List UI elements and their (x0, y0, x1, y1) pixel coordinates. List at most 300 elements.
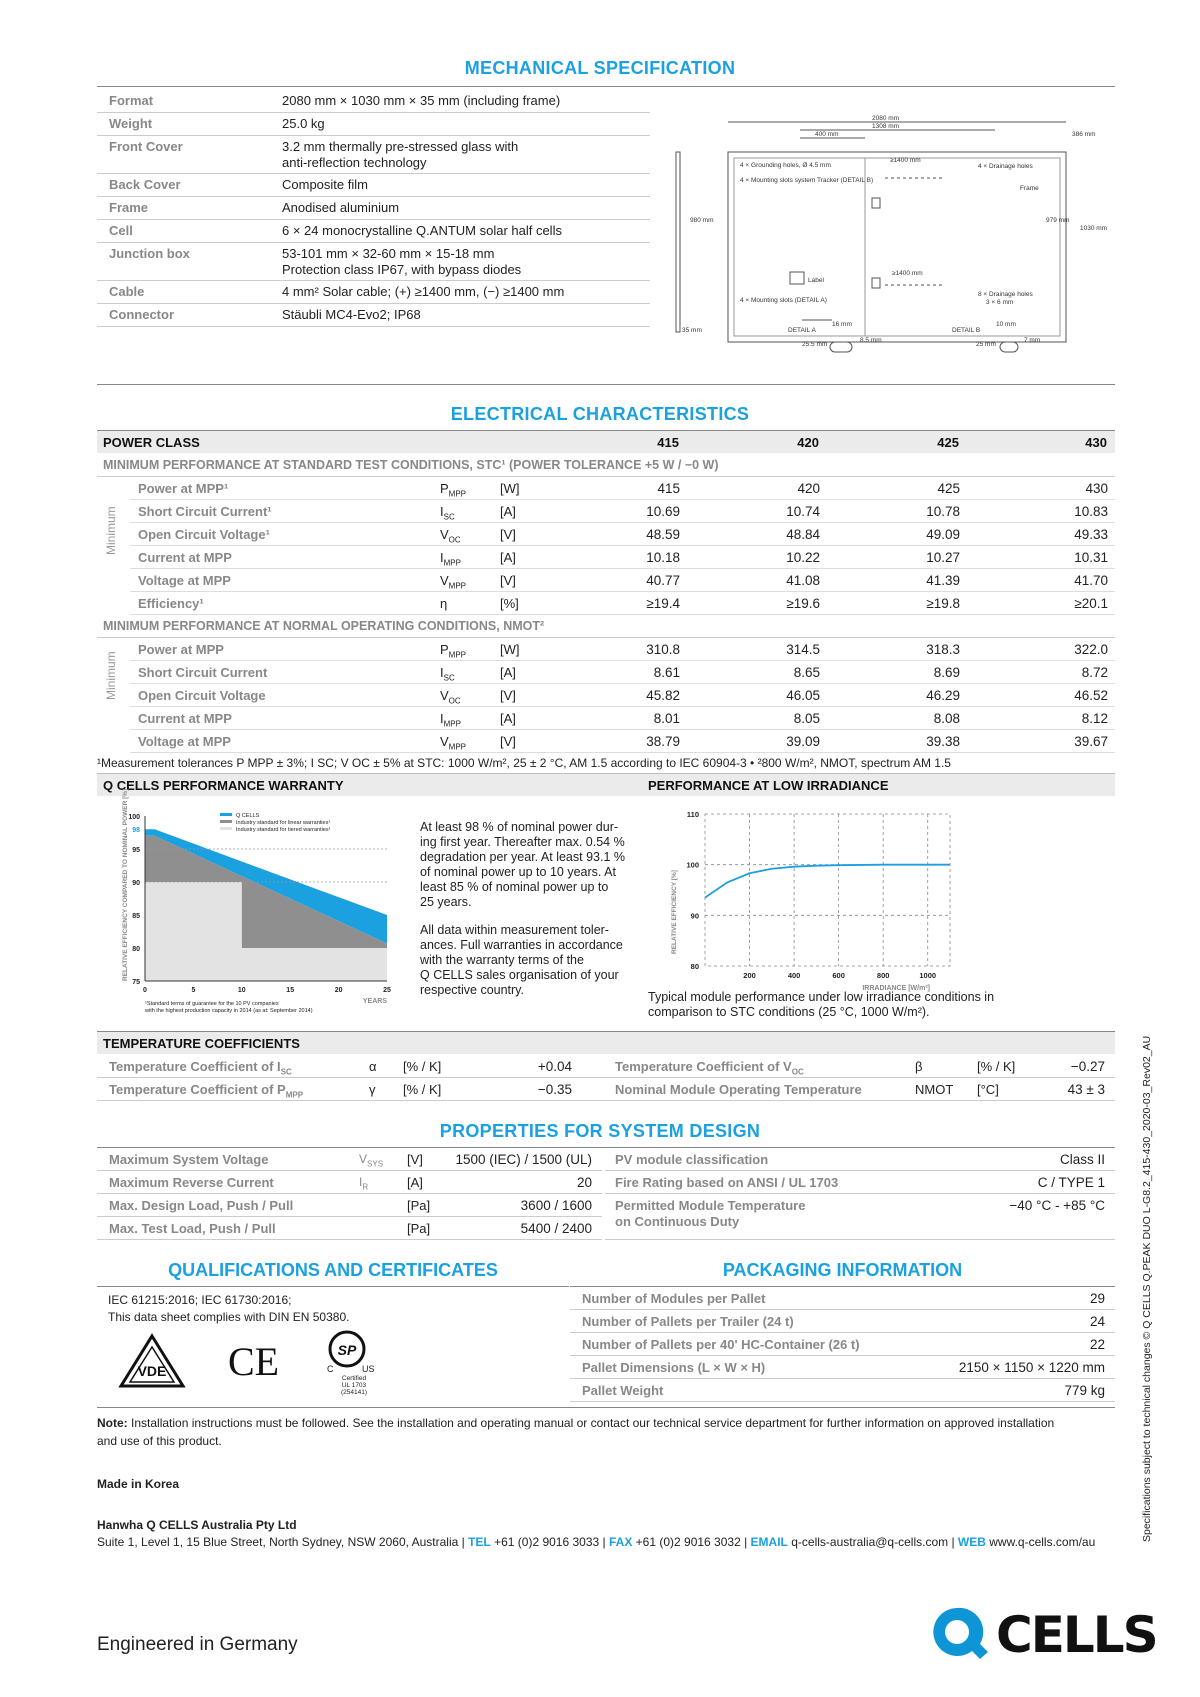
power-class-label: POWER CLASS (103, 435, 200, 450)
system-value: 5400 / 2400 (520, 1221, 592, 1236)
y-tick: 100 (128, 814, 140, 821)
packaging-value: 29 (1089, 1291, 1105, 1306)
electrical-value: 46.52 (1074, 688, 1108, 703)
electrical-symbol (440, 527, 461, 545)
temperature-header (97, 1032, 1115, 1054)
csa-number: (254141) (340, 1389, 368, 1396)
dim-1030: 1030 mm (1080, 225, 1108, 232)
x-tick: 0 (143, 987, 147, 994)
electrical-row (130, 661, 1115, 684)
electrical-symbol (440, 573, 466, 591)
temperature-value: 43 ± 3 (1067, 1082, 1105, 1097)
mechanical-row (97, 113, 650, 136)
svg-text:CELLS: CELLS (996, 1606, 1157, 1664)
x-tick: 10 (237, 987, 246, 994)
electrical-unit: [V] (500, 573, 516, 588)
electrical-value: 10.18 (646, 550, 680, 565)
symbol-sub: MPP (448, 650, 467, 660)
electrical-unit: [V] (500, 688, 516, 703)
y-axis-label: RELATIVE EFFICIENCY COMPARED TO NOMINAL POWER [%] (122, 788, 129, 981)
symbol-sub: MPP (443, 558, 461, 568)
system-value: 3600 / 1600 (520, 1198, 592, 1213)
electrical-value: 46.29 (926, 688, 960, 703)
system-label-line: Permitted Module Temperature (615, 1198, 806, 1213)
ce-mark-icon: CE (228, 1339, 280, 1384)
electrical-unit: [W] (500, 642, 520, 657)
mechanical-row (97, 220, 650, 243)
electrical-label: Short Circuit Current (138, 665, 268, 680)
electrical-unit: [A] (500, 550, 516, 565)
electrical-symbol (440, 665, 455, 683)
temperature-label (615, 1082, 862, 1100)
qualifications-line1: IEC 61215:2016; IEC 61730:2016; (108, 1293, 292, 1307)
mechanical-value (282, 200, 399, 216)
system-symbol (359, 1175, 368, 1191)
electrical-row (130, 707, 1115, 730)
electrical-label: Short Circuit Current¹ (138, 504, 272, 519)
electrical-value: 8.01 (653, 711, 680, 726)
electrical-value: 40.77 (646, 573, 680, 588)
mechanical-value-line: Stäubli MC4-Evo2; IP68 (282, 307, 421, 322)
grounding-label: 4 × Grounding holes, Ø 4.5 mm (740, 162, 831, 169)
electrical-row (130, 684, 1115, 707)
x-tick: 20 (334, 987, 343, 994)
chart-footnote: ¹Standard terms of guarantee for the 10 PV companies (145, 1001, 279, 1007)
electrical-value: ≥20.1 (1074, 596, 1108, 611)
temperature-value: −0.35 (537, 1082, 572, 1097)
divider (97, 384, 1115, 385)
packaging-value: 24 (1089, 1314, 1105, 1329)
electrical-row (130, 730, 1115, 753)
electrical-value: 430 (1085, 481, 1108, 496)
system-label-line: on Continuous Duty (615, 1214, 740, 1229)
symbol-sub: MPP (443, 719, 461, 729)
temperature-unit: [°C] (977, 1082, 999, 1097)
warranty-text-line: 25 years. (420, 895, 472, 909)
minimum-label: Minimum (104, 506, 118, 555)
electrical-value: 8.72 (1081, 665, 1108, 680)
system-title: PROPERTIES FOR SYSTEM DESIGN (439, 1121, 761, 1141)
electrical-value: ≥19.8 (926, 596, 960, 611)
system-unit: [Pa] (407, 1221, 431, 1236)
symbol-main: I (359, 1175, 363, 1189)
warranty-text-line: least 85 % of nominal power up to (420, 880, 609, 894)
system-label-line: Fire Rating based on ANSI / UL 1703 (615, 1175, 839, 1190)
electrical-value: 10.31 (1074, 550, 1108, 565)
tracker-label: 4 × Mounting slots system Tracker (DETAIL B) (740, 177, 874, 184)
electrical-label: Open Circuit Voltage¹ (138, 527, 270, 542)
power-class-header (97, 431, 1115, 453)
warranty-text-line: degradation per year. At least 93.1 % (420, 850, 625, 864)
dim-7: 7 mm (1024, 337, 1041, 344)
packaging-label: Pallet Dimensions (L × W × H) (582, 1360, 766, 1375)
x-tick: 5 (191, 987, 196, 994)
y-tick: 95 (132, 847, 140, 854)
legend-label: Q CELLS (236, 813, 260, 819)
temp-label-sub: OC (791, 1067, 804, 1077)
electrical-value: 318.3 (926, 642, 960, 657)
temperature-symbol: α (369, 1059, 377, 1074)
electrical-symbol (440, 688, 461, 706)
drainage-label: 4 × Drainage holes (978, 163, 1033, 170)
caption-line: comparison to STC conditions (25 °C, 1000 W/m²). (648, 1005, 930, 1019)
frame-label: Frame (1020, 185, 1039, 192)
system-label (615, 1152, 768, 1168)
electrical-symbol (440, 504, 455, 522)
symbol-sub: MPP (448, 742, 467, 752)
temp-label-text: Temperature Coefficient of P (109, 1082, 286, 1097)
electrical-label: Open Circuit Voltage (138, 688, 266, 703)
legend-swatch (220, 820, 232, 823)
mechanical-label: Front Cover (109, 139, 183, 154)
system-row (605, 1171, 1115, 1194)
system-symbol (359, 1152, 383, 1168)
mechanical-value-line: anti-reflection technology (282, 155, 427, 170)
web-label: WEB (957, 1535, 986, 1549)
class-415: 415 (657, 435, 679, 450)
symbol-main: I (440, 665, 444, 680)
csa-us: US (362, 1364, 375, 1374)
packaging-value: 2150 × 1150 × 1220 mm (958, 1360, 1105, 1375)
symbol-main: I (440, 504, 444, 519)
electrical-symbol (440, 734, 466, 752)
legend-swatch (220, 813, 232, 816)
packaging-title: PACKAGING INFORMATION (722, 1260, 963, 1280)
mechanical-value-line: Composite film (282, 177, 368, 192)
q-cells-logo-icon (930, 1604, 1157, 1664)
symbol-main: I (440, 550, 444, 565)
dim-1400a: ≥1400 mm (890, 157, 921, 164)
symbol-main: P (440, 642, 449, 657)
warranty-chart (105, 788, 405, 1016)
system-label: Maximum System Voltage (109, 1152, 269, 1167)
dim-980: 980 mm (690, 217, 714, 224)
electrical-value: 310.8 (646, 642, 680, 657)
label-label: Label (808, 277, 824, 284)
dim-85: 8.5 mm (860, 337, 882, 344)
company-address: Suite 1, Level 1, 15 Blue Street, North Sydney, NSW 2060, Australia | (97, 1535, 469, 1549)
electrical-unit: [A] (500, 711, 516, 726)
electrical-value: 46.05 (786, 688, 820, 703)
warranty-text-line: At least 98 % of nominal power dur- (420, 820, 619, 834)
low-irradiance-title: PERFORMANCE AT LOW IRRADIANCE (648, 778, 889, 793)
mounting-label: 4 × Mounting slots (DETAIL A) (740, 297, 827, 304)
electrical-value: 39.38 (926, 734, 960, 749)
warranty-header-bar (97, 774, 1115, 796)
engineered-in-germany: Engineered in Germany (97, 1634, 298, 1655)
electrical-unit: [V] (500, 527, 516, 542)
electrical-row (130, 477, 1115, 500)
svg-text:VDE: VDE (137, 1363, 167, 1379)
detail-b: DETAIL B (952, 327, 981, 334)
packaging-row (570, 1356, 1115, 1379)
class-430: 430 (1085, 435, 1107, 450)
y-marker-98: 98 (132, 827, 140, 835)
x-tick: 600 (832, 971, 845, 980)
warranty-title: Q CELLS PERFORMANCE WARRANTY (103, 778, 344, 793)
fax-value: +61 (0)2 9016 3032 | (632, 1535, 751, 1549)
system-row (97, 1171, 602, 1194)
electrical-symbol (440, 711, 461, 729)
drain8-label: 8 × Drainage holes (978, 291, 1033, 298)
electrical-value: 8.05 (793, 711, 820, 726)
electrical-label: Voltage at MPP (138, 573, 231, 588)
csa-ul: UL 1703 (341, 1382, 367, 1389)
symbol-sub: OC (448, 535, 461, 545)
mechanical-row (97, 197, 650, 220)
electrical-value: ≥19.4 (646, 596, 680, 611)
electrical-value: 10.22 (786, 550, 820, 565)
system-label: Max. Test Load, Push / Pull (109, 1221, 276, 1236)
class-425: 425 (937, 435, 959, 450)
mechanical-value (282, 116, 325, 132)
electrical-label: Current at MPP (138, 550, 232, 565)
temperature-title: TEMPERATURE COEFFICIENTS (103, 1036, 300, 1051)
electrical-value: 415 (657, 481, 680, 496)
electrical-value: 8.12 (1081, 711, 1108, 726)
mechanical-value-line: 53-101 mm × 32-60 mm × 15-18 mm (282, 246, 495, 261)
symbol-main: V (440, 573, 449, 588)
y-tick: 90 (690, 911, 699, 921)
temperature-symbol: NMOT (915, 1082, 954, 1097)
mechanical-value (282, 177, 368, 193)
electrical-row (130, 546, 1115, 569)
symbol-main: V (440, 527, 449, 542)
system-label (615, 1175, 838, 1191)
electrical-value: 10.74 (786, 504, 820, 519)
electrical-subheader-text: MINIMUM PERFORMANCE AT STANDARD TEST CONDITIONS, STC¹ (POWER TOLERANCE +5 W / −0 W) (103, 458, 719, 472)
drain-size-label: 3 × 6 mm (986, 299, 1014, 306)
caption-line: Typical module performance under low irradiance conditions in (648, 990, 995, 1004)
electrical-label: Current at MPP (138, 711, 232, 726)
packaging-row (570, 1333, 1115, 1356)
module-frame (734, 158, 1060, 336)
dim-16: 16 mm (832, 321, 852, 328)
system-label: Max. Design Load, Push / Pull (109, 1198, 294, 1213)
packaging-value: 779 kg (1064, 1383, 1105, 1398)
mechanical-label: Format (109, 93, 154, 108)
electrical-value: 48.84 (786, 527, 820, 542)
mechanical-row (97, 243, 650, 281)
x-tick: 25 (383, 987, 391, 994)
temperature-label (109, 1059, 292, 1077)
system-value: −40 °C - +85 °C (1009, 1198, 1105, 1213)
dim-1400b: ≥1400 mm (892, 270, 923, 277)
packaging-row (570, 1379, 1115, 1402)
module-drawing (660, 110, 1130, 360)
temp-label-sub: SC (280, 1067, 292, 1077)
system-label-line: PV module classification (615, 1152, 769, 1167)
x-axis-label: YEARS (362, 998, 387, 1005)
web-link[interactable]: www.q-cells.com/au (985, 1535, 1096, 1549)
electrical-symbol (440, 550, 461, 568)
electrical-value: 49.09 (926, 527, 960, 542)
y-tick: 80 (690, 962, 699, 971)
warranty-text-line: Q CELLS sales organisation of your (420, 968, 619, 982)
electrical-symbol (440, 596, 447, 614)
dim-2080: 2080 mm (872, 115, 900, 122)
mechanical-label: Frame (109, 200, 149, 215)
mechanical-title: MECHANICAL SPECIFICATION (464, 58, 736, 78)
mechanical-value (282, 246, 521, 278)
y-tick: 75 (132, 979, 140, 986)
detail-a: DETAIL A (788, 327, 816, 334)
mechanical-label: Junction box (109, 246, 190, 261)
warranty-text-line: ances. Full warranties in accordance (420, 938, 623, 952)
electrical-row (130, 638, 1115, 661)
electrical-label: Efficiency¹ (138, 596, 204, 611)
electrical-subheader (97, 454, 1115, 477)
email-label: EMAIL (750, 1535, 788, 1549)
installation-note (97, 1414, 1117, 1450)
plot-frame (705, 814, 950, 966)
mechanical-row (97, 136, 650, 174)
electrical-value: 41.08 (786, 573, 820, 588)
electrical-row (130, 592, 1115, 615)
dim-386: 386 mm (1072, 131, 1096, 138)
warranty-text-line: respective country. (420, 983, 524, 997)
electrical-value: ≥19.6 (786, 596, 820, 611)
x-tick: 15 (286, 987, 295, 994)
warranty-text (420, 820, 625, 998)
electrical-symbol (440, 481, 466, 499)
low-irradiance-chart (660, 806, 960, 992)
system-value: 1500 (IEC) / 1500 (UL) (455, 1152, 592, 1167)
mechanical-label: Cell (109, 223, 133, 238)
x-tick: 800 (876, 971, 890, 980)
system-value: 20 (576, 1175, 592, 1190)
mechanical-value (282, 223, 562, 239)
dim-255: 25.5 mm (802, 341, 828, 348)
qualifications-title: QUALIFICATIONS AND CERTIFICATES (168, 1260, 498, 1280)
side-text: Specifications subject to technical changes © Q CELLS Q.PEAK DUO L-G8.2_415-430_2020-03_Rev02_AU (1141, 1035, 1153, 1542)
temp-label-text: Temperature Coefficient of V (615, 1059, 792, 1074)
chart-footnote: with the highest production capacity in 2014 (as at: September 2014) (145, 1008, 313, 1014)
electrical-row (130, 523, 1115, 546)
symbol-sub: SYS (367, 1159, 384, 1169)
system-label: Maximum Reverse Current (109, 1175, 274, 1190)
warranty-text-line: with the warranty terms of the (420, 953, 584, 967)
dim-25: 25 mm (976, 341, 996, 348)
temperature-unit: [% / K] (403, 1082, 442, 1097)
system-unit: [V] (407, 1152, 423, 1167)
temperature-symbol: γ (369, 1082, 376, 1097)
electrical-value: 420 (797, 481, 820, 496)
temperature-row (97, 1055, 1115, 1078)
dim-400: 400 mm (815, 131, 839, 138)
packaging-row (570, 1310, 1115, 1333)
low-irradiance-caption (648, 990, 994, 1020)
system-row (97, 1194, 602, 1217)
svg-text:SP: SP (337, 1342, 357, 1358)
symbol-sub: MPP (448, 489, 467, 499)
symbol-sub: MPP (448, 581, 467, 591)
electrical-row (130, 500, 1115, 523)
x-tick: 1000 (919, 971, 937, 980)
electrical-value: 45.82 (646, 688, 680, 703)
electrical-subheader (97, 615, 1115, 638)
csa-certified: Certified (341, 1375, 367, 1382)
electrical-value: 39.67 (1074, 734, 1108, 749)
email-value[interactable]: q-cells-australia@q-cells.com | (787, 1535, 958, 1549)
mechanical-value (282, 139, 518, 171)
electrical-value: 8.65 (793, 665, 820, 680)
system-value: Class II (1059, 1152, 1105, 1167)
electrical-value: 41.70 (1074, 573, 1108, 588)
temp-label-text: Nominal Module Operating Temperature (615, 1082, 862, 1097)
symbol-sub: SC (443, 673, 455, 683)
electrical-unit: [%] (500, 596, 519, 611)
electrical-subheader-text: MINIMUM PERFORMANCE AT NORMAL OPERATING CONDITIONS, NMOT² (103, 619, 545, 633)
electrical-value: 10.83 (1074, 504, 1108, 519)
system-row (605, 1194, 1115, 1240)
electrical-title: ELECTRICAL CHARACTERISTICS (450, 404, 750, 424)
made-in: Made in Korea (97, 1477, 180, 1491)
system-row (97, 1148, 602, 1171)
divider (97, 86, 1115, 87)
mechanical-value (282, 93, 560, 109)
system-value: C / TYPE 1 (1037, 1175, 1105, 1190)
company-name: Hanwha Q CELLS Australia Pty Ltd (97, 1518, 297, 1532)
electrical-label: Power at MPP (138, 642, 224, 657)
electrical-value: 49.33 (1074, 527, 1108, 542)
mechanical-value-line: 4 mm² Solar cable; (+) ≥1400 mm, (−) ≥1400 mm (282, 284, 565, 299)
dim-10: 10 mm (996, 321, 1016, 328)
qualifications-text (108, 1292, 349, 1326)
warranty-text-line: ing first year. Thereafter max. 0.54 % (420, 835, 625, 849)
packaging-value: 22 (1089, 1337, 1105, 1352)
y-tick: 90 (132, 880, 140, 887)
note-text: Installation instructions must be followed. See the installation and operating manual or contact our technical service department for further information on approved installation (127, 1416, 1055, 1430)
symbol-sub: R (362, 1182, 369, 1192)
electrical-value: 10.78 (926, 504, 960, 519)
y-tick: 85 (132, 913, 140, 920)
x-tick: 400 (787, 971, 801, 980)
y-tick: 110 (686, 810, 699, 819)
electrical-value: 8.69 (933, 665, 960, 680)
warranty-text-line: All data within measurement toler- (420, 923, 609, 937)
note-bold: Note: (97, 1416, 128, 1430)
company-contact (97, 1535, 1095, 1549)
legend-label: Industry standard for linear warranties¹ (236, 820, 331, 826)
electrical-unit: [A] (500, 665, 516, 680)
temp-label-text: Temperature Coefficient of I (109, 1059, 281, 1074)
packaging-label: Number of Pallets per 40' HC-Container (26 t) (582, 1337, 860, 1352)
temperature-symbol: β (915, 1059, 923, 1074)
temperature-unit: [% / K] (403, 1059, 442, 1074)
electrical-value: 8.61 (653, 665, 680, 680)
symbol-main: P (440, 481, 449, 496)
mechanical-value-line: Protection class IP67, with bypass diodes (282, 262, 522, 277)
electrical-row (130, 569, 1115, 592)
temperature-row (97, 1078, 1115, 1101)
temperature-value: +0.04 (537, 1059, 572, 1074)
electrical-unit: [V] (500, 734, 516, 749)
electrical-value: 322.0 (1074, 642, 1108, 657)
electrical-value: 10.27 (926, 550, 960, 565)
symbol-main: V (440, 734, 449, 749)
mechanical-row (97, 304, 650, 327)
electrical-footnote: ¹Measurement tolerances P MPP ± 3%; I SC; V OC ± 5% at STC: 1000 W/m², 25 ± 2 °C, AM 1.5 according to IEC 60904-3 • ²800 W/m², NMOT, spectrum AM 1.5 (97, 756, 951, 770)
mechanical-value (282, 284, 564, 300)
warranty-text-line: of nominal power up to 10 years. At (420, 865, 616, 879)
mechanical-value-line: 6 × 24 monocrystalline Q.ANTUM solar half cells (282, 223, 562, 238)
electrical-unit: [W] (500, 481, 520, 496)
symbol-main: V (440, 688, 449, 703)
system-label (615, 1198, 805, 1230)
packaging-label: Number of Modules per Pallet (582, 1291, 766, 1306)
system-row (97, 1217, 602, 1240)
